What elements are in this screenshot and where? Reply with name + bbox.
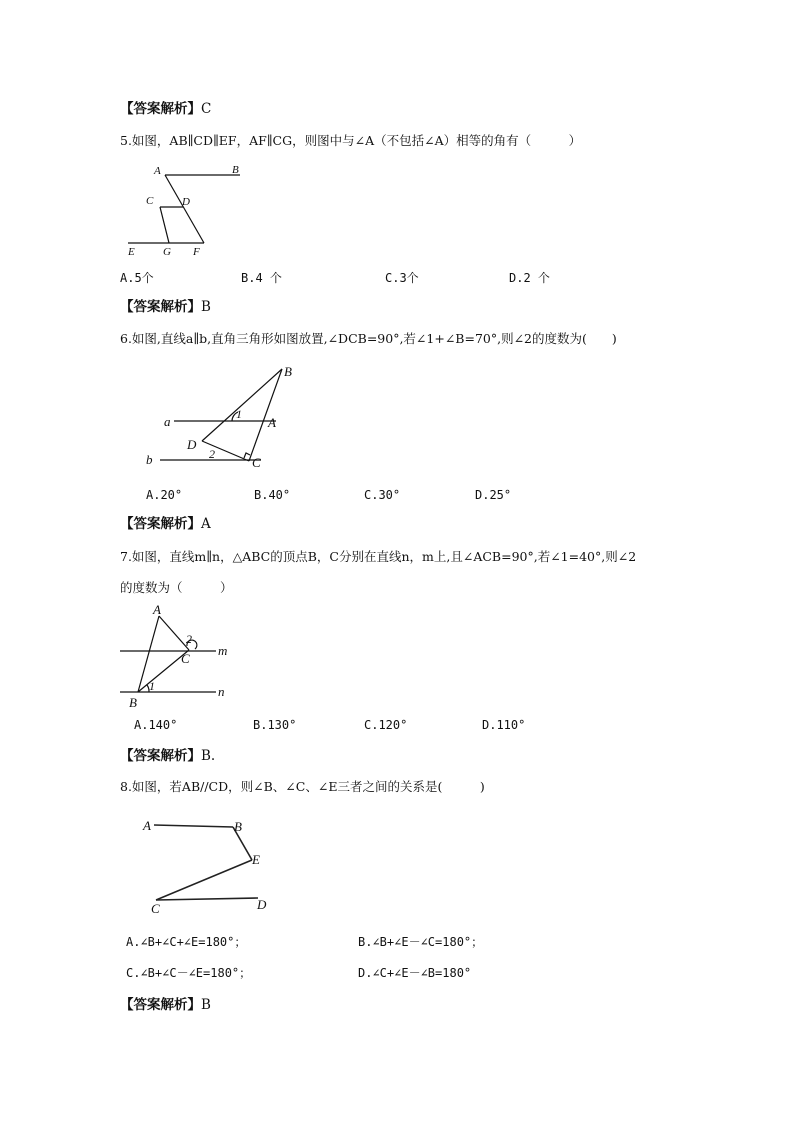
answer-label: 【答案解析】 [120,748,201,764]
label-angle-2: 2 [209,447,215,461]
q7-option-a: A.140° [134,718,178,732]
figure-q7 [115,600,245,715]
line-bc [249,369,282,461]
label-b: B [232,164,239,176]
answer-value: B. [201,748,216,764]
answer-value: C [201,101,212,117]
answer-q4 [120,103,211,117]
label-b: B [284,364,292,379]
line-cg [160,207,169,243]
q5-option-b: B.4 个 [241,271,282,285]
q8-option-a: A.∠B+∠C+∠E=180°； [126,935,247,949]
q6-option-c: C.30° [364,488,401,502]
label-d: D [182,196,190,208]
label-a: A [154,165,161,177]
line-af [165,175,204,243]
label-d: D [187,437,197,452]
q8-option-b: B.∠B+∠E－∠C=180°； [358,935,484,949]
answer-q8 [120,999,211,1013]
q8-option-d: D.∠C+∠E－∠B=180° [358,966,472,980]
label-b: B [129,695,137,710]
answer-label: 【答案解析】 [120,997,201,1013]
q5-option-a: A.5个 [120,271,154,285]
answer-label: 【答案解析】 [120,299,201,315]
answer-q6 [120,518,211,532]
right-angle-mark [244,453,250,458]
q8-option-c: C.∠B+∠C－∠E=180°； [126,966,252,980]
label-a: A [268,415,276,430]
label-e: E [252,852,260,867]
q6-option-a: A.20° [146,488,183,502]
label-n: n [218,684,225,699]
label-d: D [257,897,267,912]
figure-q6 [140,360,310,475]
question-7-text-line2: 的度数为（ ） [120,580,233,595]
label-a: A [143,818,151,833]
question-7-text-line1: 7.如图，直线m∥n，△ABC的顶点B，C分别在直线n，m上,且∠ACB=90°,若∠1=40°,则∠2 [120,549,637,564]
label-angle-2: 2 [186,632,192,646]
line-cd [156,898,258,900]
q6-option-d: D.25° [475,488,512,502]
answer-value: B [201,997,211,1013]
q6-option-b: B.40° [254,488,291,502]
answer-value: A [201,516,211,532]
label-e: E [128,246,135,258]
label-angle-1: 1 [236,407,242,421]
figure-q5 [120,160,260,260]
question-5-text: 5.如图，AB∥CD∥EF，AF∥CG，则图中与∠A（不包括∠A）相等的角有（ ） [120,133,582,148]
label-b: B [234,819,242,834]
answer-q7 [120,750,215,764]
answer-label: 【答案解析】 [120,101,201,117]
label-angle-1: 1 [149,679,155,693]
label-c: C [181,651,190,666]
q7-option-c: C.120° [364,718,408,732]
q5-option-d: D.2 个 [509,271,550,285]
question-8-text: 8.如图，若AB//CD，则∠B、∠C、∠E三者之间的关系是( ) [120,779,485,794]
line-ac [159,616,189,650]
answer-q5 [120,301,211,315]
label-line-a: a [164,414,171,429]
answer-label: 【答案解析】 [120,516,201,532]
line-db [202,369,282,441]
q7-option-b: B.130° [253,718,297,732]
question-6-text: 6.如图,直线a∥b,直角三角形如图放置,∠DCB=90°,若∠1+∠B=70°,则∠2的度数为( ) [120,331,617,346]
label-c: C [146,195,154,207]
label-f: F [193,246,200,258]
label-a: A [153,602,161,617]
q5-option-c: C.3个 [385,271,419,285]
label-line-b: b [146,452,153,467]
q7-option-d: D.110° [482,718,526,732]
label-c: C [252,455,261,470]
label-c: C [151,901,160,916]
line-ec [156,860,252,900]
figure-q8 [140,810,280,920]
answer-value: B [201,299,211,315]
label-g: G [163,246,171,258]
line-ab [154,825,233,827]
label-m: m [218,643,228,658]
